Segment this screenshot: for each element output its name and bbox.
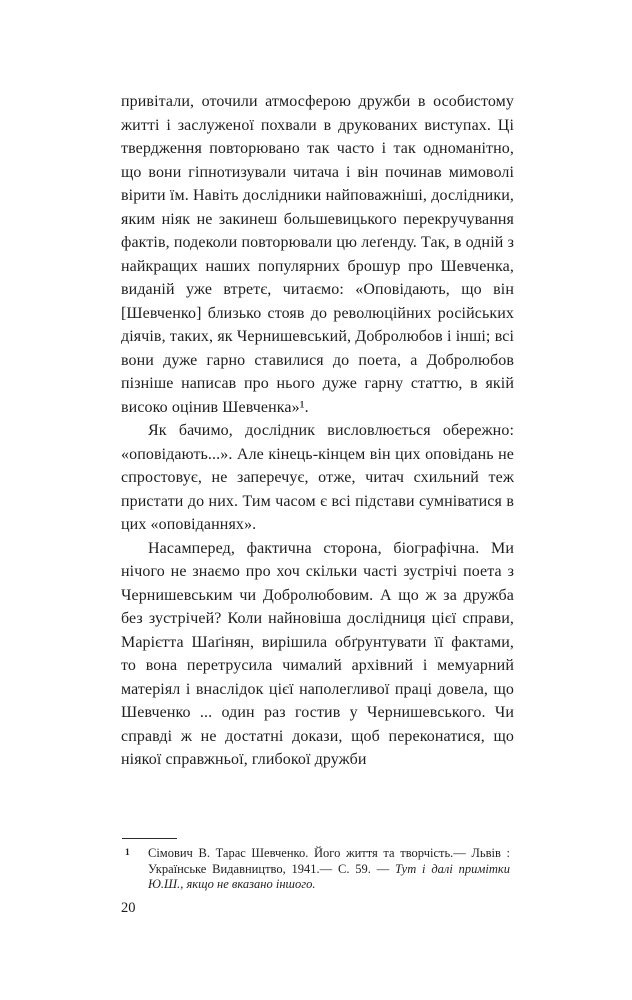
paragraph: привітали, оточили атмосферою дружби в особистому житті і заслуженої похвали в друкованих виступах. Ці твердження повторювано так часто і так одноманітно, що вони гіпнотизували читача і він починав мимоволі вірити їм. Навіть дослідники найповажніші, дослідники, яким ніяк не закинеш большевицького перекручування фактів, подеколи повторювали цю леґенду. Так, в одній з найкращих наших популярних брошур про Шевченка, виданій уже втретє, читаємо: «Оповідають, що він [Шевченко] близько стояв до революційних російських діячів, таких, як Чернишевський, Добролюбов і інші; всі вони дуже гарно ставилися до поета, а Добролюбов пізніше написав про нього дуже гарну статтю, в якій високо оцінив Шевченка»¹. <box>121 93 514 416</box>
footnote-text-italic: Тут і далі примітки Ю.Ш., якщо не вказано іншого. <box>148 861 510 891</box>
paragraph: Як бачимо, дослідник висловлюється обережно: «оповідають...». Але кінець-кінцем він цих оповідань не спростовує, не заперечує, отже, читач схильний теж пристати до них. Тим часом є всі підстави сумніватися в цих «оповіданнях». <box>121 422 514 533</box>
footnote-text <box>148 846 510 893</box>
footnote <box>122 846 510 893</box>
footnote-marker: 1 <box>125 848 130 858</box>
main-text <box>121 90 514 772</box>
footnote-text-regular: Сімович В. Тарас Шевченко. Його життя та творчість.— Львів : Українське Видавництво, 1941.— С. 59. — <box>148 846 510 876</box>
page-number: 20 <box>121 900 136 916</box>
paragraph: Насамперед, фактична сторона, біографічна. Ми нічого не знаємо про хоч скільки часті зустрічі поета з Чернишевським чи Добролюбовим. А що ж за дружба без зустрічей? Коли найновіша дослідниця цієї справи, Марієтта Шаґінян, вирішила обґрунтувати її фактами, то вона перетрусила чималий архівний і мемуарний матеріял і внаслідок цієї наполегливої праці довела, що Шевченко ... один раз гостив у Чернишевського. Чи справді ж не достатні докази, щоб переконатися, що ніякої справжньої, глибокої дружби <box>121 539 514 768</box>
footnote-separator <box>122 838 177 839</box>
